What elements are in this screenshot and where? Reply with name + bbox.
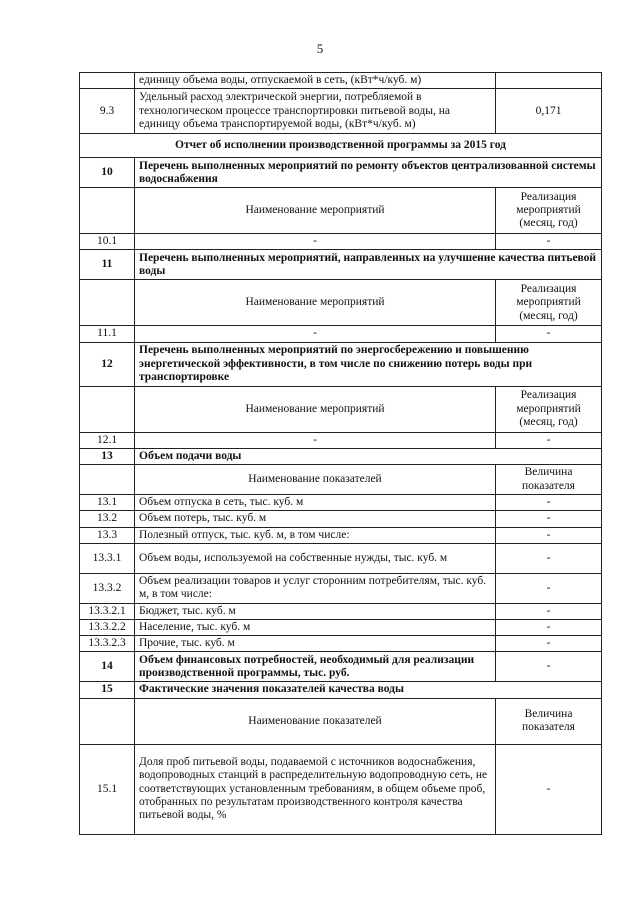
row-value: - [496,527,602,543]
table-row [80,326,602,342]
row-text: Полезный отпуск, тыс. куб. м, в том числе: [135,527,496,543]
section-number: 15 [80,682,135,698]
row-text: Объем потерь, тыс. куб. м [135,511,496,527]
row-text: Прочие, тыс. куб. м [135,636,496,652]
row-number: 13.3.1 [80,543,135,573]
row-number: 13.3.2 [80,573,135,603]
row-number: 13.2 [80,511,135,527]
table-row [80,73,602,89]
header-left: Наименование показателей [135,698,496,744]
row-number [80,73,135,89]
section-row [80,448,602,464]
page-number: 5 [316,41,324,56]
row-text: единицу объема воды, отпускаемой в сеть, (кВт*ч/куб. м) [135,73,496,89]
section-number: 10 [80,158,135,188]
section-row [80,682,602,698]
table-row [80,636,602,652]
header-right: Реализация мероприятий (месяц, год) [496,188,602,234]
table-row [80,619,602,635]
table-row [80,744,602,834]
row-number: 13.1 [80,495,135,511]
header-left: Наименование мероприятий [135,188,496,234]
header-left: Наименование показателей [135,465,496,495]
row-value: - [496,326,602,342]
section-row [80,250,602,280]
header-left: Наименование мероприятий [135,280,496,326]
table-row [80,527,602,543]
section-number: 11 [80,250,135,280]
row-number: 13.3 [80,527,135,543]
section-title: Перечень выполненных мероприятий по ремонту объектов централизованной системы водоснабжения [135,158,602,188]
header-right: Реализация мероприятий (месяц, год) [496,386,602,432]
row-text: Объем воды, используемой на собственные нужды, тыс. куб. м [135,543,496,573]
table-row [80,432,602,448]
report-heading: Отчет об исполнении производственной программы за 2015 год [80,134,602,158]
table-row [80,573,602,603]
row-value: - [496,511,602,527]
section-title: Перечень выполненных мероприятий, направленных на улучшение качества питьевой воды [135,250,602,280]
section-row [80,158,602,188]
header-empty [80,386,135,432]
row-text: Население, тыс. куб. м [135,619,496,635]
row-value: - [496,495,602,511]
row-value: - [496,652,602,682]
section-title: Фактические значения показателей качества воды [135,682,602,698]
row-text: - [135,432,496,448]
row-value: - [496,573,602,603]
header-right: Реализация мероприятий (месяц, год) [496,280,602,326]
header-empty [80,465,135,495]
row-number: 13.3.2.2 [80,619,135,635]
row-value: - [496,603,602,619]
row-value: - [496,234,602,250]
header-empty [80,280,135,326]
table-row [80,603,602,619]
row-text: Доля проб питьевой воды, подаваемой с источников водоснабжения, водопроводных станций в распределительную водопроводную сеть, не соответствующих установленным требованиям, в общем объеме проб, отобранных по результатам производственного контроля качества питьевой воды, % [135,744,496,834]
header-row [80,188,602,234]
row-number: 13.3.2.3 [80,636,135,652]
table-row [80,89,602,134]
table-row [80,495,602,511]
section-title: Объем финансовых потребностей, необходимый для реализации производственной программы, тыс. руб. [135,652,496,682]
row-value: - [496,744,602,834]
row-value [496,73,602,89]
row-value: 0,171 [496,89,602,134]
row-number: 13.3.2.1 [80,603,135,619]
row-text: Бюджет, тыс. куб. м [135,603,496,619]
section-title: Объем подачи воды [135,448,602,464]
row-number: 9.3 [80,89,135,134]
header-row [80,698,602,744]
row-number: 12.1 [80,432,135,448]
header-left: Наименование мероприятий [135,386,496,432]
section-row [80,652,602,682]
row-text: Объем реализации товаров и услуг сторонним потребителям, тыс. куб. м, в том числе: [135,573,496,603]
section-number: 13 [80,448,135,464]
header-empty [80,188,135,234]
section-number: 14 [80,652,135,682]
row-value: - [496,432,602,448]
table-row [80,511,602,527]
row-text: Удельный расход электрической энергии, потребляемой в технологическом процессе транспортировки питьевой воды, на единицу объема транспортируемой воды, (кВт*ч/куб. м) [135,89,496,134]
table-row [80,234,602,250]
section-title: Перечень выполненных мероприятий по энергосбережению и повышению энергетической эффективности, в том числе по снижению потерь воды при транспортировке [135,342,602,386]
header-right: Величина показателя [496,698,602,744]
table-row [80,134,602,158]
report-table [79,72,602,835]
header-row [80,465,602,495]
row-number: 15.1 [80,744,135,834]
row-value: - [496,619,602,635]
row-number: 11.1 [80,326,135,342]
header-row [80,386,602,432]
row-text: Объем отпуска в сеть, тыс. куб. м [135,495,496,511]
row-number: 10.1 [80,234,135,250]
row-text: - [135,326,496,342]
header-row [80,280,602,326]
row-value: - [496,636,602,652]
header-right: Величина показателя [496,465,602,495]
header-empty [80,698,135,744]
section-number: 12 [80,342,135,386]
section-row [80,342,602,386]
row-value: - [496,543,602,573]
row-text: - [135,234,496,250]
table-row [80,543,602,573]
